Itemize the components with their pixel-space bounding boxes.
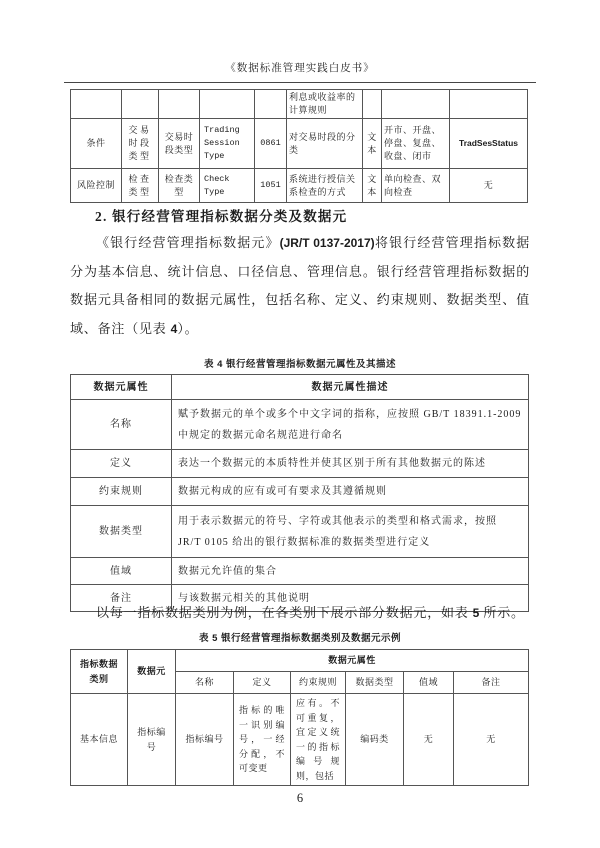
table-row [71, 90, 528, 119]
header-description: 数据元属性描述 [172, 375, 529, 400]
paragraph-text: ）。 [177, 320, 199, 336]
cell [450, 90, 528, 119]
page-number: 6 [296, 791, 304, 805]
cell [363, 90, 382, 119]
subheader-value-domain: 值域 [404, 672, 454, 694]
cell-definition: 对交易时段的分类 [287, 119, 363, 169]
cell-attribute: 数据类型 [71, 506, 172, 558]
cell-value-domain: 无 [404, 694, 454, 786]
cell-category: 条件 [71, 119, 122, 169]
cell [71, 90, 122, 119]
header-data-element: 数据元 [128, 650, 176, 694]
table4-attributes [70, 374, 529, 612]
cell-name: 检查类型 [159, 169, 200, 203]
cell-description: 数据元构成的应有或可有要求及其遵循规则 [172, 478, 529, 506]
paragraph-example-note [70, 599, 530, 628]
cell-description: 用于表示数据元的符号、字符或其他表示的类型和格式需求，按照 JR/T 0105 给出的银行数据标准的数据类型进行定义 [172, 506, 529, 558]
cell-value-domain: 开市、开盘、停盘、复盘、收盘、闭市 [382, 119, 450, 169]
subheader-definition: 定义 [234, 672, 291, 694]
table-header-row [71, 375, 529, 400]
cell-description: 与该数据元相关的其他说明 [172, 585, 529, 612]
subheader-name: 名称 [176, 672, 234, 694]
cell-value-domain: 单向检查、双向检查 [382, 169, 450, 203]
paragraph-text: 以每一指标数据类别为例，在各类别下展示部分数据元，如表 [96, 605, 473, 620]
cell-attribute: 名称 [71, 400, 172, 450]
table-row [71, 169, 528, 203]
cell-datatype: 文本 [363, 169, 382, 203]
cell-attribute: 备注 [71, 585, 172, 612]
table5-examples [70, 649, 529, 786]
cell [122, 90, 159, 119]
table-row [71, 119, 528, 169]
cell-category: 基本信息 [71, 694, 128, 786]
table-row [71, 478, 529, 506]
cell-attribute: 定义 [71, 450, 172, 478]
paragraph-text: 将银行经营管理指标数据分为基本信息、统计信息、口径信息、管理信息。银行经营管理指标数据的数据元具备相同的数据元属性，包括名称、定义、约束规则、数据类型、值域、备注（见表 [70, 235, 530, 336]
cell-remark: TradSesStatus [450, 119, 528, 169]
cell-remark: 无 [454, 694, 529, 786]
cell-element: 检查类型 [122, 169, 159, 203]
cell-datatype: 文本 [363, 119, 382, 169]
cell-attribute: 值域 [71, 558, 172, 585]
table-row [71, 400, 529, 450]
cell-definition: 指标的唯一识别编号，一经分配，不可变更 [234, 694, 291, 786]
continued-data-element-table [70, 89, 528, 203]
cell-definition: 利息或收益率的计算规则 [287, 90, 363, 119]
cell-data-element: 指标编号 [128, 694, 176, 786]
section-heading: 2. 银行经营管理指标数据分类及数据元 [95, 209, 348, 224]
cell-definition: 系统进行授信关系检查的方式 [287, 169, 363, 203]
subheader-rule: 约束规则 [291, 672, 346, 694]
cell-english-name: Check Type [200, 169, 255, 203]
cell-remark: 无 [450, 169, 528, 203]
standard-number: (JR/T 0137-2017) [279, 236, 375, 250]
cell-attribute: 约束规则 [71, 478, 172, 506]
cell-english-name: Trading Session Type [200, 119, 255, 169]
cell-description: 赋予数据元的单个或多个中文字词的指称，应按照 GB/T 18391.1-2009 中规定的数据元命名规范进行命名 [172, 400, 529, 450]
paragraph-text: 所示。 [479, 605, 525, 620]
cell-code: 1051 [255, 169, 287, 203]
table-reference: 5 [472, 606, 480, 620]
cell [159, 90, 200, 119]
page-header-title: 《数据标准管理实践白皮书》 [64, 60, 536, 83]
cell-name: 指标编号 [176, 694, 234, 786]
table-row [71, 450, 529, 478]
cell [255, 90, 287, 119]
table5-caption: 表 5 银行经营管理指标数据类别及数据元示例 [198, 633, 402, 644]
header-category: 指标数据类别 [71, 650, 128, 694]
cell [382, 90, 450, 119]
cell-element: 交易时段类型 [122, 119, 159, 169]
cell-rule: 应有。不可重复，宜定义统一的指标编号规则，包括 [291, 694, 346, 786]
table4-caption: 表 4 银行经营管理指标数据元属性及其描述 [203, 359, 397, 370]
cell-category: 风险控制 [71, 169, 122, 203]
cell-datatype: 编码类 [346, 694, 404, 786]
header-attribute-group: 数据元属性 [176, 650, 529, 672]
table-header-row [71, 650, 529, 672]
header-attribute: 数据元属性 [71, 375, 172, 400]
cell-description: 数据元允许值的集合 [172, 558, 529, 585]
table-reference: 4 [170, 321, 178, 336]
paragraph-intro [70, 229, 530, 343]
table-row [71, 558, 529, 585]
cell-name: 交易时段类型 [159, 119, 200, 169]
table-row [71, 506, 529, 558]
cell [200, 90, 255, 119]
cell-code: 0861 [255, 119, 287, 169]
subheader-datatype: 数据类型 [346, 672, 404, 694]
subheader-remark: 备注 [454, 672, 529, 694]
paragraph-text: 《银行经营管理指标数据元》 [96, 235, 280, 250]
cell-description: 表达一个数据元的本质特性并使其区别于所有其他数据元的陈述 [172, 450, 529, 478]
table-row [71, 694, 529, 786]
